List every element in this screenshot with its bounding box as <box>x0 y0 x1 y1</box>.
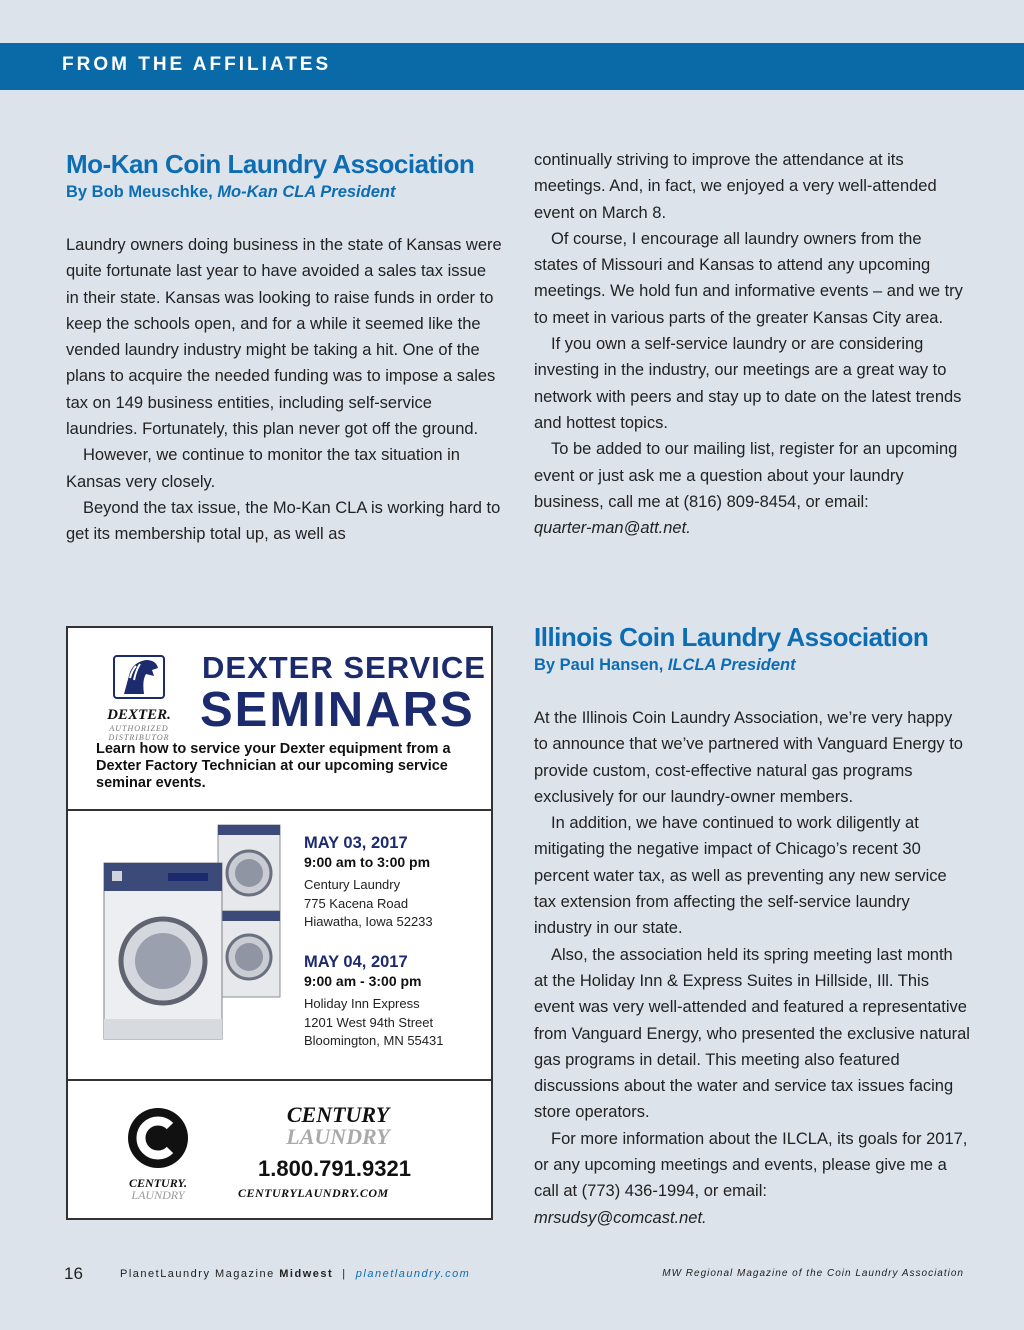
page-footer <box>64 1265 964 1287</box>
horse-logo-icon <box>96 654 182 700</box>
century-logo <box>108 1106 208 1201</box>
illinois-article <box>534 621 970 1231</box>
century-logo-word1: CENTURY. <box>129 1176 187 1190</box>
event-1-city: Hiawatha, Iowa 52233 <box>304 914 433 929</box>
event-2-venue: Holiday Inn Express <box>304 996 420 1011</box>
footer-edition: Midwest <box>279 1268 334 1280</box>
footer-magazine <box>120 1268 470 1280</box>
illinois-byline-name: By Paul Hansen, <box>534 656 664 674</box>
event-1 <box>304 834 433 932</box>
section-banner <box>0 43 1024 90</box>
mokan-title: Mo-Kan Coin Laundry Association <box>66 149 475 179</box>
dexter-seminar-ad <box>66 626 493 1220</box>
event-2-time: 9:00 am - 3:00 pm <box>304 972 422 989</box>
ad-title-line2: SEMINARS <box>200 683 475 737</box>
illinois-paragraph: Also, the association held its spring meeting last month at the Holiday Inn & Express Suites in Hillside, Ill. This event was very well-attended and featured a representative from Vanguard Energy, who presented the exclusive natural gas programs in detail. This meeting also featured discussions about the water and service tax issues facing store operators. <box>534 945 970 1122</box>
ad-title-line1: DEXTER SERVICE <box>202 650 486 685</box>
footer-tagline: MW Regional Magazine of the Coin Laundry Association <box>662 1268 964 1279</box>
dexter-logo-sub2: DISTRIBUTOR <box>108 733 170 742</box>
illinois-paragraph: In addition, we have continued to work diligently at mitigating the negative impact of Chicago’s recent 30 percent water tax, as well as preventing any new service tax extension from affecting the self-service laundry industry in our state. <box>534 814 947 938</box>
event-1-date: MAY 03, 2017 <box>304 834 408 852</box>
washer-machines-image <box>98 823 293 1043</box>
event-2 <box>304 953 443 1051</box>
illinois-byline <box>534 653 970 677</box>
mokan-paragraph: Laundry owners doing business in the state of Kansas were quite fortunate last year to have avoided a sales tax issue in their state. Kansas was looking to raise funds in order to keep the schools open, and for a while it seemed like the vended laundry industry might be taking a hit. One of the plans to acquire the needed funding was to impose a sales tax on 149 business entities, including self-service laundries. Fortunately, this plan never got off the ground. <box>66 236 502 439</box>
century-wordmark-line1: CENTURY <box>286 1102 390 1127</box>
mokan-email[interactable]: quarter-man@att.net. <box>534 519 691 538</box>
ad-header <box>68 628 491 809</box>
event-1-street: 775 Kacena Road <box>304 895 409 911</box>
mokan-article-col2 <box>534 147 970 541</box>
illinois-email[interactable]: mrsudsy@comcast.net. <box>534 1208 707 1227</box>
mokan-paragraph: To be added to our mailing list, register for an upcoming event or just ask me a question about your laundry business, call me at (816) 809-8454, or email: <box>534 440 958 511</box>
mokan-paragraph: If you own a self-service laundry or are considering investing in the industry, our meetings are a great way to network with peers and stay up to date on the latest trends and hottest topics. <box>534 335 962 432</box>
ad-divider <box>68 1079 491 1081</box>
footer-url[interactable]: planetlaundry.com <box>355 1268 471 1280</box>
century-phone[interactable]: 1.800.791.9321 <box>258 1156 411 1181</box>
ad-divider <box>68 809 491 811</box>
illinois-byline-role: ILCLA President <box>667 656 796 674</box>
event-2-date: MAY 04, 2017 <box>304 953 408 971</box>
mokan-paragraph: Of course, I encourage all laundry owners from the states of Missouri and Kansas to attend any upcoming meetings. We hold fun and informative events – and we try to meet in various parts of the greater Kansas City area. <box>534 229 963 327</box>
mokan-paragraph: However, we continue to monitor the tax situation in Kansas very closely. <box>66 446 460 491</box>
ad-description: Learn how to service your Dexter equipment from a Dexter Factory Technician at our upcoming service seminar events. <box>96 741 451 791</box>
mokan-byline-role: Mo-Kan CLA President <box>217 183 396 201</box>
mokan-paragraph: Beyond the tax issue, the Mo-Kan CLA is working hard to get its membership total up, as well as <box>66 498 501 544</box>
illinois-title: Illinois Coin Laundry Association <box>534 622 929 652</box>
mokan-byline-name: By Bob Meuschke, <box>66 183 213 201</box>
century-wordmark <box>258 1104 418 1148</box>
century-wordmark-line2: LAUNDRY <box>286 1124 390 1149</box>
illinois-paragraph: At the Illinois Coin Laundry Association, we’re very happy to announce that we’ve partnered with Vanguard Energy to provide custom, cost-effective natural gas programs exclusively for our laundry-owner members. <box>534 709 963 806</box>
century-c-logo-icon <box>126 1106 190 1170</box>
section-banner-label: FROM THE AFFILIATES <box>62 54 332 75</box>
mokan-byline <box>66 180 502 204</box>
century-logo-word2: LAUNDRY <box>131 1188 185 1202</box>
event-1-time: 9:00 am to 3:00 pm <box>304 853 431 870</box>
century-url[interactable]: CENTURYLAUNDRY.COM <box>238 1186 389 1200</box>
mokan-paragraph: continually striving to improve the attendance at its meetings. And, in fact, we enjoyed a very well-attended event on March 8. <box>534 151 937 222</box>
dexter-logo <box>96 654 182 742</box>
event-2-city: Bloomington, MN 55431 <box>304 1033 444 1048</box>
dexter-logo-sub1: AUTHORIZED <box>109 724 169 733</box>
event-1-venue: Century Laundry <box>304 877 401 892</box>
dexter-logo-word: DEXTER. <box>107 707 171 723</box>
illinois-paragraph: For more information about the ILCLA, its goals for 2017, or any upcoming meetings and events, please give me a call at (773) 436-1994, or email: <box>534 1129 968 1201</box>
footer-separator: | <box>342 1268 347 1280</box>
mokan-article-col1 <box>66 148 502 548</box>
event-2-street: 1201 West 94th Street <box>304 1014 434 1030</box>
page-number: 16 <box>64 1264 83 1283</box>
footer-magazine-name: PlanetLaundry Magazine <box>120 1268 275 1280</box>
